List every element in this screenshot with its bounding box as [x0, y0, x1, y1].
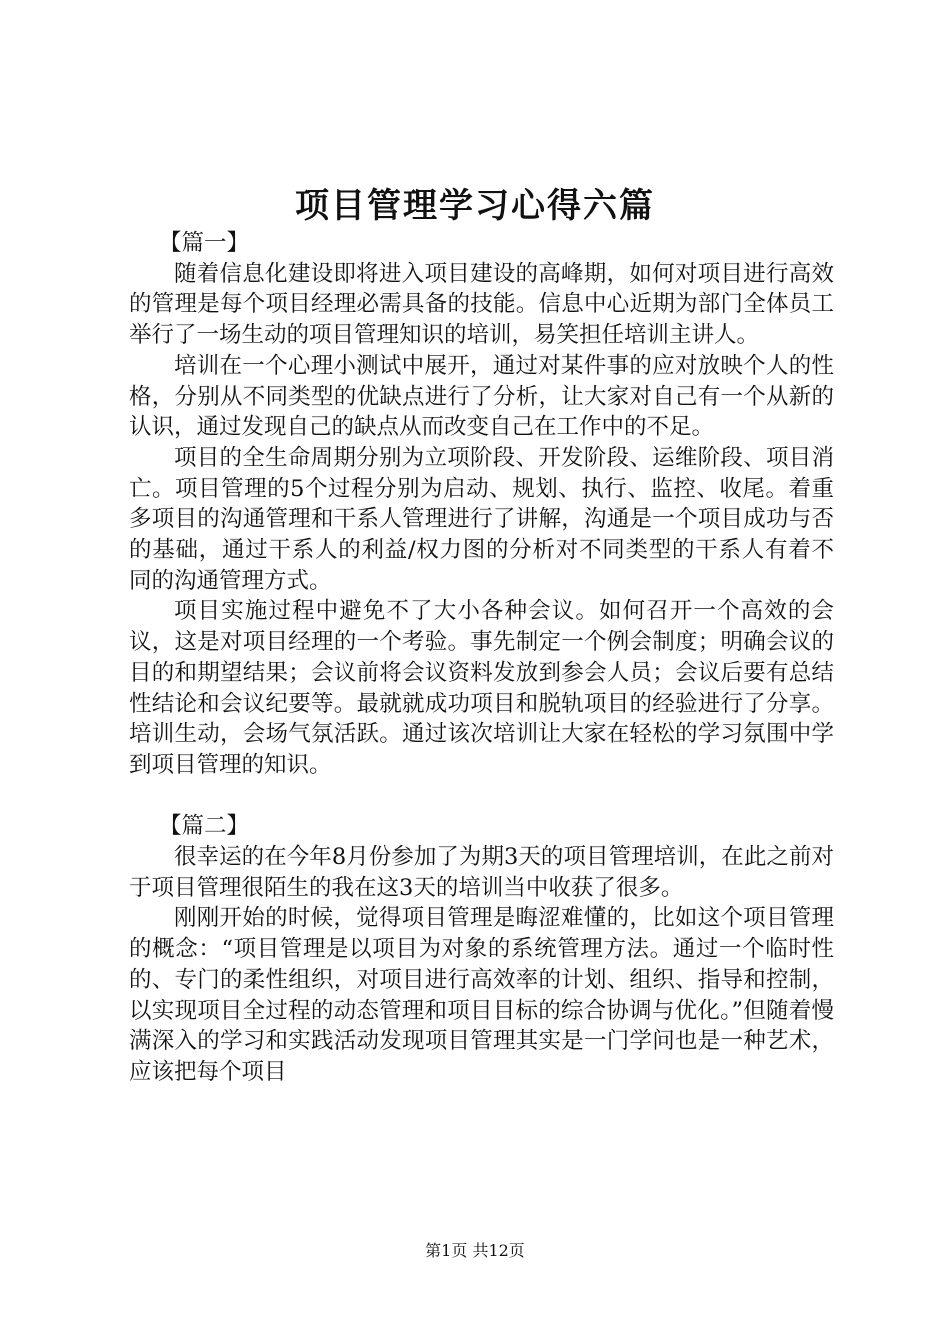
paragraph: 培训在一个心理小测试中展开，通过对某件事的应对放映个人的性格，分别从不同类型的优缺点进行了分析，让大家对自己有一个从新的认识，通过发现自己的缺点从而改变自己在工作中的不足。 — [129, 352, 834, 441]
paragraph: 项目实施过程中避免不了大小各种会议。如何召开一个高效的会议，这是对项目经理的一个考验。事先制定一个例会制度；明确会议的目的和期望结果；会议前将会议资料发放到参会人员；会议后要有总结性结论和会议纪要等。最就就成功项目和脱轨项目的经验进行了分享。培训生动，会场气氛活跃。通过该次培训让大家在轻松的学习氛围中学到项目管理的知识。 — [129, 598, 834, 778]
page-footer: 第1页 共12页 — [425, 1241, 525, 1260]
document-body — [129, 228, 834, 1088]
paragraph: 刚刚开始的时候，觉得项目管理是晦涩难懂的，比如这个项目管理的概念：“项目管理是以项目为对象的系统管理方法。通过一个临时性的、专门的柔性组织，对项目进行高效率的计划、组织、指导和控制，以实现项目全过程的动态管理和项目目标的综合协调与优化。”但随着慢满深入的学习和实践活动发现项目管理其实是一门学问也是一种艺术，应该把每个项目 — [129, 905, 834, 1085]
section-heading-1: 【篇一】 — [159, 230, 250, 256]
paragraph: 随着信息化建设即将进入项目建设的高峰期，如何对项目进行高效的管理是每个项目经理必需具备的技能。信息中心近期为部门全体员工举行了一场生动的项目管理知识的培训，易笑担任培训主讲人。 — [129, 260, 834, 349]
document-title: 项目管理学习心得六篇 — [295, 186, 655, 226]
paragraph: 项目的全生命周期分别为立项阶段、开发阶段、运维阶段、项目消亡。项目管理的5个过程分别为启动、规划、执行、监控、收尾。着重多项目的沟通管理和干系人管理进行了讲解，沟通是一个项目成功与否的基础，通过干系人的利益/权力图的分析对不同类型的干系人有着不同的沟通管理方式。 — [129, 444, 834, 594]
section-spacer — [129, 781, 834, 812]
section-heading-2: 【篇二】 — [159, 813, 250, 840]
paragraph: 很幸运的在今年8月份参加了为期3天的项目管理培训，在此之前对于项目管理很陌生的我在这3天的培训当中收获了很多。 — [129, 844, 834, 901]
